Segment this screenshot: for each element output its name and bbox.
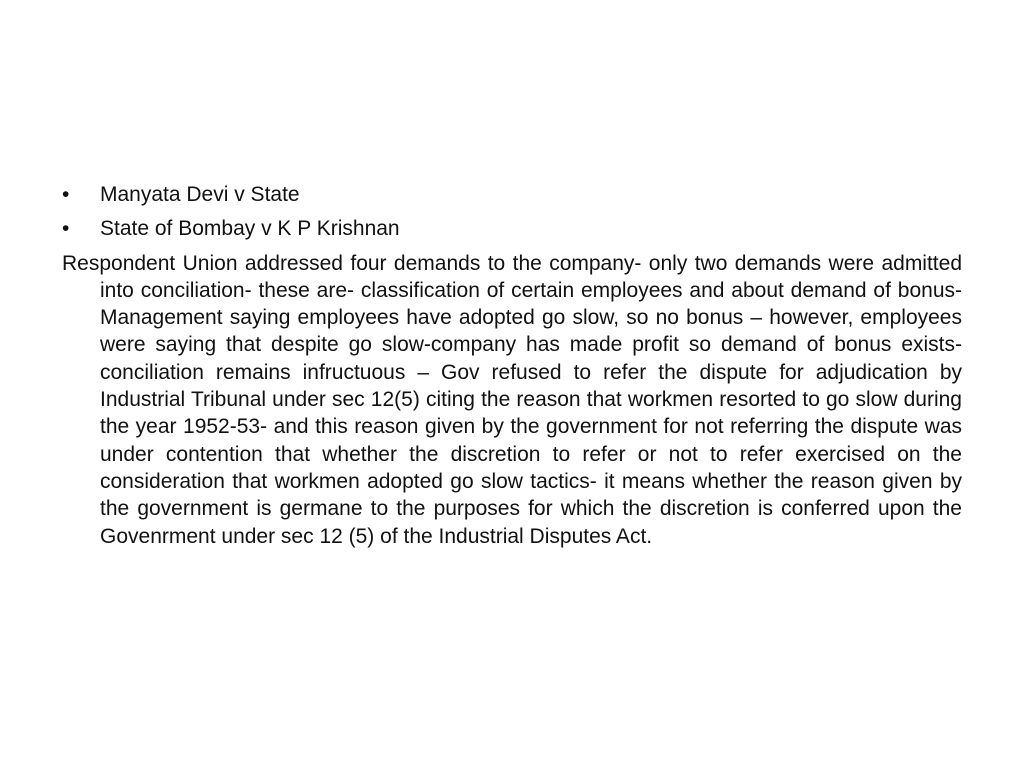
bullet-text: State of Bombay v K P Krishnan — [100, 217, 400, 241]
bullet-icon: • — [62, 217, 70, 241]
bullet-item-1 — [62, 181, 962, 208]
bullet-item-2 — [62, 215, 962, 242]
slide-content — [62, 181, 962, 550]
bullet-icon: • — [62, 183, 70, 206]
body-paragraph: Respondent Union addressed four demands to the company- only two demands were admitted into conciliation- these are- classification of certain employees and about demand of bonus- Management saying employees have adopted go slow, so no bonus – however, employees were saying that despite go slow-company has made profit so demand of bonus exists- conciliation remains infructuous – Gov refused to refer the dispute for adjudication by Industrial Tribunal under sec 12(5) citing the reason that workmen resorted to go slow during the year 1952-53- and this reason given by the government for not referring the dispute was under contention that whether the discretion to refer or not to refer exercised on the consideration that workmen adopted go slow tactics- it means whether the reason given by the government is germane to the purposes for which the discretion is conferred upon the Govenrment under sec 12 (5) of the Industrial Disputes Act. — [62, 251, 962, 548]
bullet-text: Manyata Devi v State — [100, 183, 300, 206]
